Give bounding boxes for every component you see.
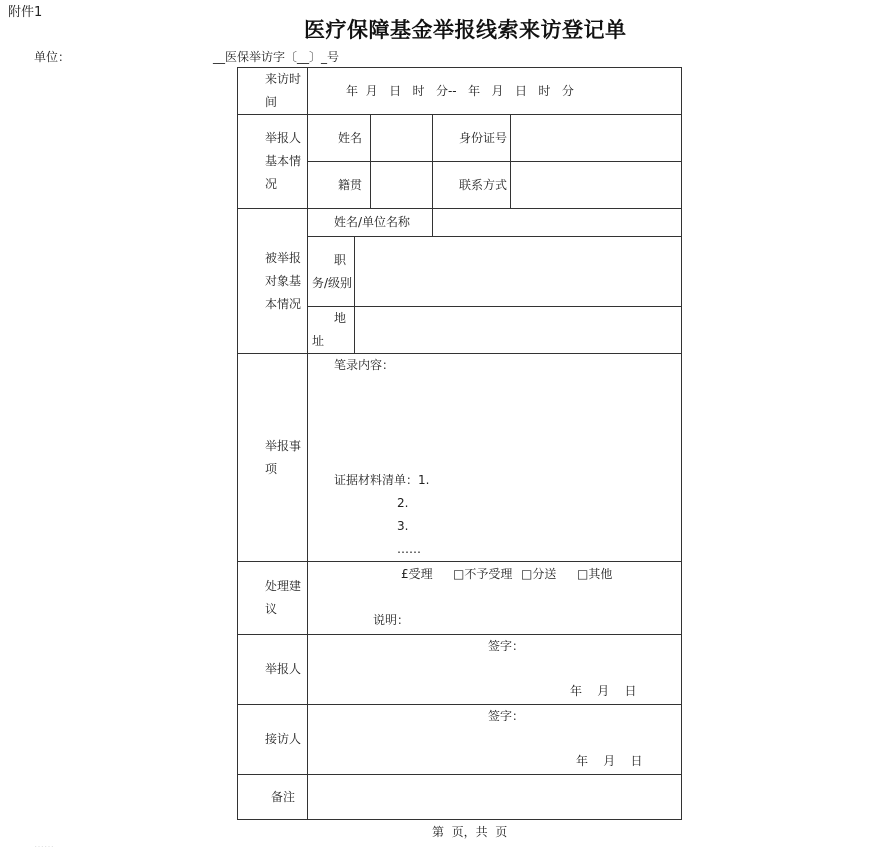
footer-dots: …… (34, 840, 54, 847)
reporter-section-label-cell (238, 115, 308, 209)
receiver-sign-content-cell[interactable] (308, 705, 682, 775)
matter-label-cell (238, 354, 308, 562)
evidence-more: …… (397, 542, 421, 556)
native-place-label-cell (308, 162, 371, 209)
document-number: __医保举访字〔__〕_号 (213, 50, 340, 64)
remarks-label: 备注 (271, 789, 296, 804)
position-label: 职务/级别 (312, 252, 353, 290)
page-info: 第 页，共 页 (432, 825, 508, 839)
form-title: 医疗保障基金举报线索来访登记单 (304, 17, 627, 42)
position-value-cell[interactable] (355, 237, 682, 307)
reporter-sign-label: 举报人 (265, 662, 302, 676)
option-reject[interactable]: □不予受理 (453, 567, 513, 581)
option-transfer[interactable]: □分送 (521, 567, 557, 581)
contact-value-cell[interactable] (511, 162, 682, 209)
receiver-label-cell (238, 705, 308, 775)
name-value-cell[interactable] (371, 115, 433, 162)
attachment-label: 附件1 (8, 5, 43, 20)
option-other[interactable]: □其他 (577, 567, 613, 581)
accused-name-label-cell (308, 209, 433, 237)
evidence-item-3: 3. (397, 519, 409, 533)
reporter-signature-label: 签字： (488, 639, 525, 653)
matter-row (238, 354, 682, 562)
reporter-section-label: 举报人基本情况 (265, 131, 302, 191)
position-label-cell (308, 237, 355, 307)
registration-form-table (237, 67, 682, 820)
reporter-sign-label-cell (238, 635, 308, 705)
native-place-label: 籍贯 (338, 177, 363, 192)
visit-time-value-cell[interactable] (308, 68, 682, 115)
accused-name-value-cell[interactable] (433, 209, 682, 237)
accused-name-label: 姓名/单位名称 (334, 215, 411, 229)
contact-label: 联系方式 (459, 177, 508, 192)
id-value-cell[interactable] (511, 115, 682, 162)
receiver-sign-row (238, 705, 682, 775)
handling-label-cell (238, 562, 308, 635)
evidence-label: 证据材料清单：1. (334, 473, 430, 487)
remarks-row (238, 775, 682, 820)
matter-label: 举报事项 (265, 438, 302, 476)
name-label-cell (308, 115, 371, 162)
native-place-value-cell[interactable] (371, 162, 433, 209)
option-accept[interactable]: £受理 (401, 567, 433, 581)
accused-section-label: 被举报对象基本情况 (265, 250, 302, 311)
evidence-item-2: 2. (397, 496, 409, 510)
accused-row-1 (238, 209, 682, 237)
remarks-value-cell[interactable] (308, 775, 682, 820)
handling-content-cell (308, 562, 682, 635)
address-value-cell[interactable] (355, 307, 682, 354)
visit-time-value: 年 月 日 时 分-- 年 月 日 时 分 (346, 83, 574, 98)
unit-label: 单位： (34, 50, 71, 64)
handling-label: 处理建议 (265, 579, 302, 616)
record-label: 笔录内容： (334, 358, 395, 372)
contact-label-cell (433, 162, 511, 209)
visit-time-row (238, 68, 682, 115)
visit-time-label: 来访时间 (265, 72, 302, 109)
address-label-cell (308, 307, 355, 354)
reporter-sign-date: 年 月 日 (570, 684, 637, 698)
explain-label: 说明： (373, 613, 410, 627)
name-label: 姓名 (338, 130, 363, 145)
reporter-sign-row (238, 635, 682, 705)
receiver-sign-date: 年 月 日 (576, 754, 643, 768)
matter-content-cell[interactable] (308, 354, 682, 562)
id-label: 身份证号 (459, 130, 508, 145)
address-label: 地址 (312, 311, 347, 348)
handling-row (238, 562, 682, 635)
reporter-sign-content-cell[interactable] (308, 635, 682, 705)
receiver-signature-label: 签字： (488, 709, 525, 723)
accused-section-label-cell (238, 209, 308, 354)
remarks-label-cell (238, 775, 308, 820)
receiver-label: 接访人 (265, 732, 302, 746)
visit-time-label-cell (238, 68, 308, 115)
reporter-row-1 (238, 115, 682, 162)
id-label-cell (433, 115, 511, 162)
